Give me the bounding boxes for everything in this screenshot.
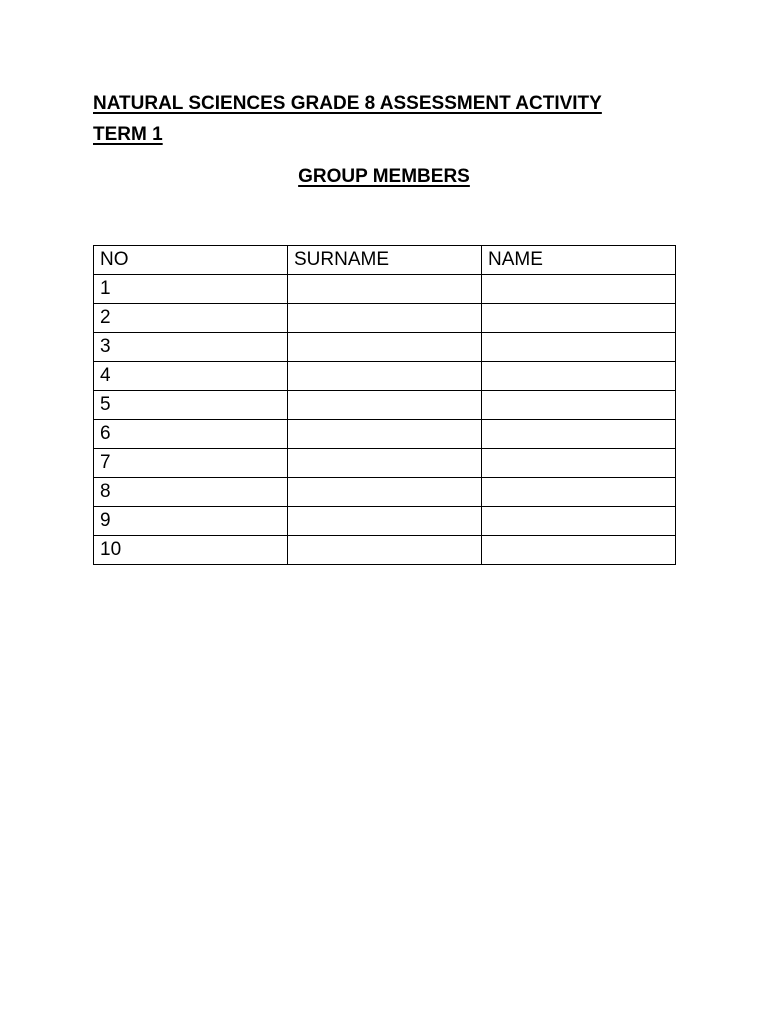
section-heading: GROUP MEMBERS [298, 166, 470, 187]
surname-cell [288, 333, 482, 362]
row-number-cell: 10 [94, 536, 288, 565]
row-number-cell: 8 [94, 478, 288, 507]
table-row [94, 275, 676, 304]
name-cell [482, 478, 676, 507]
table-row [94, 478, 676, 507]
surname-cell [288, 536, 482, 565]
row-number-cell: 1 [94, 275, 288, 304]
table-row [94, 449, 676, 478]
table-row [94, 420, 676, 449]
row-number-cell: 2 [94, 304, 288, 333]
table-row [94, 362, 676, 391]
name-cell [482, 536, 676, 565]
row-number-cell: 4 [94, 362, 288, 391]
name-cell [482, 275, 676, 304]
name-cell [482, 449, 676, 478]
name-cell [482, 333, 676, 362]
table-row [94, 304, 676, 333]
row-number-cell: 3 [94, 333, 288, 362]
column-header-surname: SURNAME [288, 246, 482, 275]
table-row [94, 507, 676, 536]
table-row [94, 391, 676, 420]
row-number-cell: 6 [94, 420, 288, 449]
column-header-no: NO [94, 246, 288, 275]
table-row [94, 536, 676, 565]
name-cell [482, 420, 676, 449]
title-line-2: TERM 1 [93, 124, 163, 145]
group-members-table [93, 245, 676, 565]
surname-cell [288, 275, 482, 304]
name-cell [482, 507, 676, 536]
title-line-1: NATURAL SCIENCES GRADE 8 ASSESSMENT ACTIVITY [93, 93, 602, 114]
surname-cell [288, 391, 482, 420]
surname-cell [288, 304, 482, 333]
table-header-row [94, 246, 676, 275]
name-cell [482, 391, 676, 420]
name-cell [482, 362, 676, 391]
row-number-cell: 7 [94, 449, 288, 478]
row-number-cell: 5 [94, 391, 288, 420]
document-title [93, 88, 693, 150]
surname-cell [288, 449, 482, 478]
name-cell [482, 304, 676, 333]
surname-cell [288, 362, 482, 391]
table-row [94, 333, 676, 362]
row-number-cell: 9 [94, 507, 288, 536]
surname-cell [288, 478, 482, 507]
column-header-name: NAME [482, 246, 676, 275]
surname-cell [288, 420, 482, 449]
surname-cell [288, 507, 482, 536]
